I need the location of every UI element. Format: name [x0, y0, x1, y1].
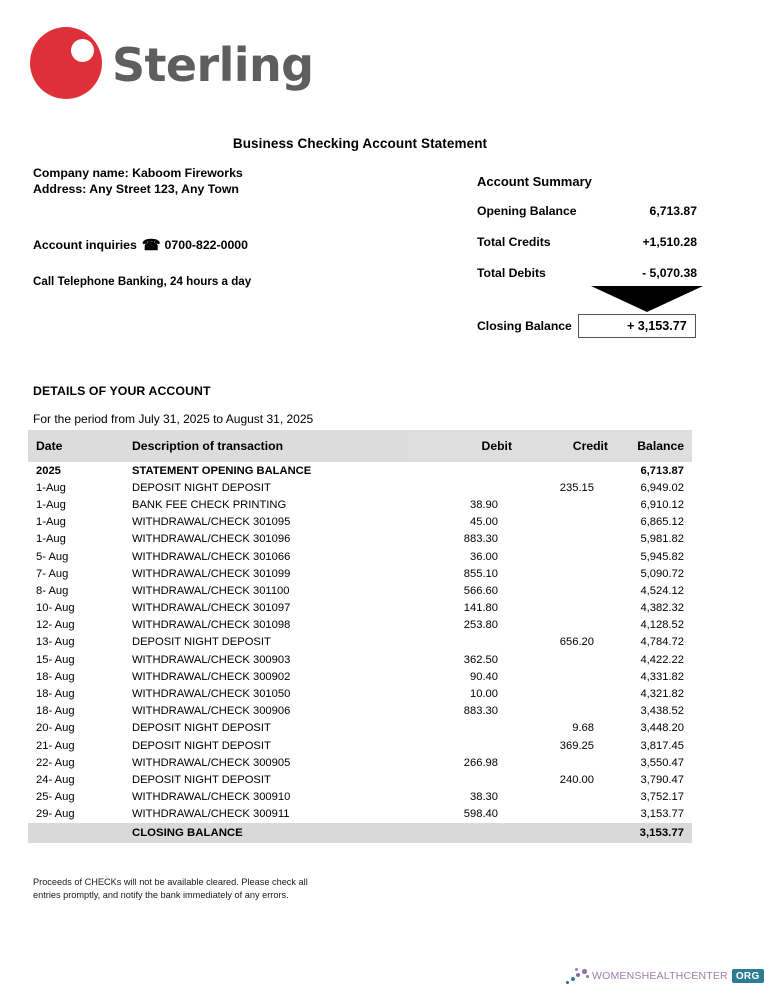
summary-amount: +1,510.28 [642, 235, 697, 249]
cell-description: WITHDRAWAL/CHECK 301100 [132, 584, 290, 597]
cell-balance: 3,550.47 [640, 756, 684, 769]
cell-description: CLOSING BALANCE [132, 823, 408, 843]
cell-date: 7- Aug [36, 567, 69, 580]
cell-credit [512, 582, 608, 599]
cell-description: WITHDRAWAL/CHECK 301099 [132, 567, 291, 580]
phone-icon: ☎ [141, 237, 161, 254]
statement-period-line: For the period from July 31, 2025 to August 31, 2025 [33, 412, 314, 426]
table-row [28, 582, 692, 599]
cell-date: 20- Aug [36, 722, 75, 735]
cell-description: WITHDRAWAL/CHECK 300902 [132, 670, 291, 683]
table-row [28, 617, 692, 634]
table-row [28, 548, 692, 565]
cell-credit [512, 462, 608, 479]
column-header-description: Description of transaction [132, 430, 408, 462]
cell-debit [408, 720, 512, 737]
brand-wordmark: Sterling [112, 38, 314, 92]
dots-swoosh-icon [566, 966, 592, 986]
cell-balance: 4,321.82 [640, 688, 684, 701]
transactions-table-body [28, 462, 692, 843]
cell-balance: 6,865.12 [640, 516, 684, 529]
cell-debit: 90.40 [470, 670, 498, 683]
table-row [28, 496, 692, 513]
cell-debit [408, 771, 512, 788]
cell-date: 2025 [36, 464, 61, 477]
table-row [28, 565, 692, 582]
cell-balance: 4,382.32 [640, 602, 684, 615]
cell-description: WITHDRAWAL/CHECK 300903 [132, 653, 291, 666]
cell-credit: 9.68 [572, 722, 594, 735]
cell-description: WITHDRAWAL/CHECK 300910 [132, 791, 291, 804]
cell-credit [512, 754, 608, 771]
cell-description: WITHDRAWAL/CHECK 300911 [132, 808, 290, 821]
summary-row-closing-balance [477, 314, 707, 338]
summary-amount: - 5,070.38 [642, 266, 697, 280]
cell-date: 29- Aug [36, 808, 75, 821]
cell-debit: 38.30 [470, 791, 498, 804]
cell-credit [512, 668, 608, 685]
cell-description: WITHDRAWAL/CHECK 300905 [132, 756, 291, 769]
cell-date: 25- Aug [36, 791, 75, 804]
cell-credit [512, 600, 608, 617]
site-watermark [566, 965, 764, 987]
table-row [28, 720, 692, 737]
cell-date: 18- Aug [36, 705, 75, 718]
footer-disclaimer: Proceeds of CHECKs will not be available cleared. Please check all entries promptly, and notify the bank immediately of any errors. [33, 877, 308, 900]
column-header-credit: Credit [512, 430, 608, 462]
cell-credit [512, 823, 608, 843]
cell-description: WITHDRAWAL/CHECK 301095 [132, 516, 291, 529]
table-row [28, 462, 692, 479]
cell-date: 1-Aug [36, 533, 66, 546]
cell-date: 1-Aug [36, 498, 66, 511]
cell-balance: 3,438.52 [640, 705, 684, 718]
transactions-table [28, 430, 692, 843]
cell-debit: 38.90 [470, 498, 498, 511]
table-row-closing-balance [28, 823, 692, 843]
cell-balance: 5,981.82 [640, 533, 684, 546]
table-row [28, 789, 692, 806]
watermark-tld-badge: ORG [732, 969, 764, 983]
cell-balance: 3,153.77 [640, 808, 684, 821]
page-title: Business Checking Account Statement [232, 136, 488, 151]
cell-balance: 3,790.47 [640, 773, 684, 786]
table-row [28, 771, 692, 788]
summary-row-total-debits [477, 266, 697, 280]
cell-balance: 3,448.20 [640, 722, 684, 735]
cell-balance: 4,128.52 [640, 619, 684, 632]
cell-credit: 240.00 [559, 773, 594, 786]
cell-date: 5- Aug [36, 550, 69, 563]
cell-credit [512, 685, 608, 702]
cell-credit [512, 617, 608, 634]
cell-description: BANK FEE CHECK PRINTING [132, 498, 287, 511]
cell-date: 10- Aug [36, 602, 75, 615]
company-name-line: Company name: Kaboom Fireworks [33, 166, 243, 180]
cell-description: WITHDRAWAL/CHECK 301096 [132, 533, 291, 546]
cell-debit: 253.80 [463, 619, 498, 632]
cell-balance: 4,331.82 [640, 670, 684, 683]
cell-balance: 4,524.12 [640, 584, 684, 597]
cell-credit: 656.20 [559, 636, 594, 649]
closing-balance-label: Closing Balance [477, 319, 572, 333]
table-row [28, 514, 692, 531]
summary-amount: 6,713.87 [649, 204, 697, 218]
cell-description: DEPOSIT NIGHT DEPOSIT [132, 773, 271, 786]
cell-credit [512, 565, 608, 582]
cell-description: STATEMENT OPENING BALANCE [132, 464, 312, 477]
cell-date: 15- Aug [36, 653, 75, 666]
cell-debit: 566.60 [463, 584, 498, 597]
column-header-debit: Debit [408, 430, 512, 462]
cell-date: 13- Aug [36, 636, 75, 649]
cell-balance: 6,910.12 [640, 498, 684, 511]
cell-debit: 141.80 [463, 602, 498, 615]
column-header-date: Date [28, 430, 132, 462]
account-summary-title: Account Summary [477, 174, 592, 189]
cell-credit [512, 531, 608, 548]
cell-debit: 36.00 [470, 550, 498, 563]
cell-debit [408, 462, 512, 479]
summary-label: Total Credits [477, 235, 551, 249]
cell-debit: 883.30 [463, 533, 498, 546]
cell-date: 18- Aug [36, 670, 75, 683]
cell-date: 1-Aug [36, 481, 66, 494]
cell-debit: 362.50 [463, 653, 498, 666]
down-arrow-icon [591, 286, 703, 312]
table-row [28, 737, 692, 754]
table-row [28, 685, 692, 702]
cell-credit [512, 496, 608, 513]
cell-balance: 6,713.87 [640, 464, 684, 477]
cell-credit [512, 789, 608, 806]
cell-balance: 4,784.72 [640, 636, 684, 649]
cell-debit [408, 634, 512, 651]
cell-date: 18- Aug [36, 688, 75, 701]
cell-credit [512, 703, 608, 720]
cell-balance: 3,752.17 [640, 791, 684, 804]
table-row [28, 634, 692, 651]
cell-date: 8- Aug [36, 584, 69, 597]
column-header-balance: Balance [608, 430, 692, 462]
cell-credit: 369.25 [559, 739, 594, 752]
table-row [28, 479, 692, 496]
summary-label: Opening Balance [477, 204, 577, 218]
sterling-circle-logo-icon [30, 27, 102, 99]
cell-balance: 6,949.02 [640, 481, 684, 494]
cell-description: WITHDRAWAL/CHECK 300906 [132, 705, 291, 718]
cell-debit: 855.10 [463, 567, 498, 580]
cell-balance: 3,153.77 [608, 823, 692, 843]
company-address-line: Address: Any Street 123, Any Town [33, 182, 239, 196]
inquiries-phone-number: 0700-822-0000 [164, 238, 248, 252]
table-row [28, 531, 692, 548]
cell-date: 22- Aug [36, 756, 75, 769]
cell-debit: 10.00 [470, 688, 498, 701]
details-section-heading: DETAILS OF YOUR ACCOUNT [33, 384, 211, 398]
cell-description: DEPOSIT NIGHT DEPOSIT [132, 481, 271, 494]
cell-description: WITHDRAWAL/CHECK 301066 [132, 550, 291, 563]
cell-credit: 235.15 [559, 481, 594, 494]
table-row [28, 806, 692, 823]
cell-date: 12- Aug [36, 619, 75, 632]
cell-date: 21- Aug [36, 739, 75, 752]
cell-description: WITHDRAWAL/CHECK 301098 [132, 619, 291, 632]
cell-date: 1-Aug [36, 516, 66, 529]
cell-credit [512, 548, 608, 565]
cell-date: 24- Aug [36, 773, 75, 786]
table-row [28, 668, 692, 685]
table-row [28, 754, 692, 771]
cell-debit [408, 737, 512, 754]
summary-row-opening-balance [477, 204, 697, 218]
logo-red-disc [30, 27, 102, 99]
cell-balance: 4,422.22 [640, 653, 684, 666]
account-inquiries-label: Account inquiries [33, 238, 137, 252]
cell-debit: 598.40 [463, 808, 498, 821]
account-inquiries-line [33, 235, 248, 253]
account-summary-panel [477, 174, 697, 333]
cell-credit [512, 514, 608, 531]
summary-row-total-credits [477, 235, 697, 249]
telephone-banking-note: Call Telephone Banking, 24 hours a day [33, 275, 252, 288]
table-row [28, 703, 692, 720]
cell-description: WITHDRAWAL/CHECK 301097 [132, 602, 291, 615]
cell-debit: 45.00 [470, 516, 498, 529]
logo-white-dot [71, 39, 94, 62]
watermark-site-name: WOMENSHEALTHCENTER [592, 970, 728, 982]
cell-balance: 3,817.45 [640, 739, 684, 752]
cell-balance: 5,945.82 [640, 550, 684, 563]
cell-description: DEPOSIT NIGHT DEPOSIT [132, 739, 271, 752]
cell-debit: 883.30 [463, 705, 498, 718]
table-header-row [28, 430, 692, 462]
closing-balance-value: + 3,153.77 [578, 314, 696, 338]
cell-credit [512, 806, 608, 823]
cell-debit: 266.98 [463, 756, 498, 769]
brand-logo [30, 27, 313, 99]
cell-credit [512, 651, 608, 668]
table-row [28, 600, 692, 617]
cell-debit [408, 479, 512, 496]
cell-description: WITHDRAWAL/CHECK 301050 [132, 688, 291, 701]
cell-date [28, 823, 132, 843]
cell-balance: 5,090.72 [640, 567, 684, 580]
table-row [28, 651, 692, 668]
cell-debit [408, 823, 512, 843]
cell-description: DEPOSIT NIGHT DEPOSIT [132, 722, 271, 735]
account-holder-block [33, 165, 243, 197]
cell-description: DEPOSIT NIGHT DEPOSIT [132, 636, 271, 649]
summary-label: Total Debits [477, 266, 546, 280]
